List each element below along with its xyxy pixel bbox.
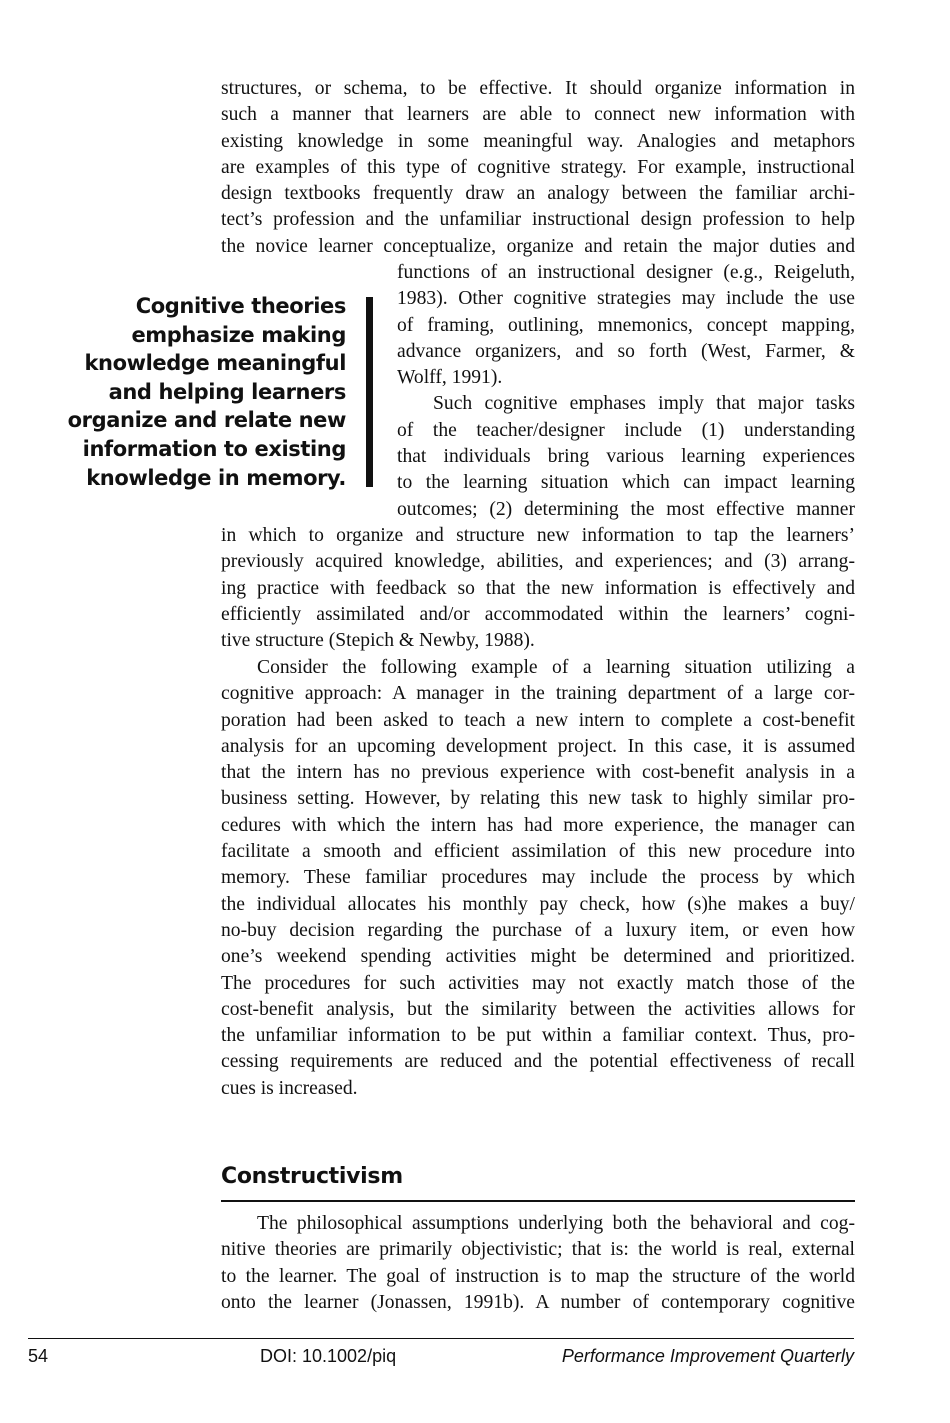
text-line: to the learner. The goal of instruction is to map the structure of the world bbox=[221, 1265, 855, 1287]
text-line: of the teacher/designer include (1) understanding bbox=[397, 419, 855, 441]
pull-quote-line: knowledge in memory. bbox=[86, 465, 346, 490]
text-line: 1983). Other cognitive strategies may include the use bbox=[397, 288, 855, 310]
body-paragraph-after bbox=[221, 523, 855, 654]
text-line: nitive theories are primarily objectivistic; that is: the world is real, external bbox=[221, 1239, 855, 1261]
text-line: of framing, outlining, mnemonics, concept mapping, bbox=[397, 314, 855, 336]
text-line: facilitate a smooth and efficient assimilation of this new procedure into bbox=[221, 841, 855, 863]
pull-quote-bar bbox=[366, 297, 373, 487]
text-line: cost-benefit analysis, but the similarity between the activities allows for bbox=[221, 998, 855, 1020]
doi-link[interactable]: DOI: 10.1002/piq bbox=[260, 1346, 397, 1366]
text-line: are examples of this type of cognitive strategy. For example, instructional bbox=[221, 156, 855, 178]
body-paragraph-example bbox=[221, 655, 855, 1102]
text-line: to the learning situation which can impact learning bbox=[397, 472, 855, 494]
pull-quote-line: information to existing bbox=[82, 436, 346, 461]
pull-quote-line: and helping learners bbox=[108, 379, 346, 404]
text-line: outcomes; (2) determining the most effective manner bbox=[397, 498, 855, 520]
text-line: tive structure (Stepich & Newby, 1988). bbox=[221, 630, 535, 652]
pull-quote-line: knowledge meaningful bbox=[84, 351, 346, 376]
text-line: business setting. However, by relating this new task to highly similar pro- bbox=[221, 788, 855, 810]
body-paragraph-wrap bbox=[397, 260, 855, 523]
text-line: the unfamiliar information to be put within a familiar context. Thus, pro- bbox=[221, 1025, 855, 1047]
text-line: cues is increased. bbox=[221, 1077, 358, 1099]
text-line: the novice learner conceptualize, organize and retain the major duties and bbox=[221, 235, 855, 257]
text-line: previously acquired knowledge, abilities, and experiences; and (3) arrang- bbox=[221, 551, 855, 573]
text-line: such a manner that learners are able to connect new information with bbox=[221, 104, 855, 126]
text-line: ing practice with feedback so that the new information is effectively and bbox=[221, 577, 855, 599]
text-line: efficiently assimilated and/or accommodated within the learners’ cogni- bbox=[221, 603, 855, 625]
pull-quote-line: emphasize making bbox=[131, 322, 346, 347]
text-line: cessing requirements are reduced and the potential effectiveness of recall bbox=[221, 1051, 855, 1073]
text-line: that the intern has no previous experience with cost-benefit analysis in a bbox=[221, 762, 855, 784]
text-line: no-buy decision regarding the purchase of a luxury item, or even how bbox=[221, 919, 855, 941]
text-line: cedures with which the intern has had more experience, the manager can bbox=[221, 814, 855, 836]
text-line: tect’s profession and the unfamiliar instructional design profession to help bbox=[221, 209, 855, 231]
text-line: analysis for an upcoming development project. In this case, it is assumed bbox=[221, 735, 855, 757]
text-line: Consider the following example of a learning situation utilizing a bbox=[257, 657, 855, 678]
text-line: Such cognitive emphases imply that major tasks bbox=[433, 393, 855, 415]
text-line: in which to organize and structure new information to tap the learners’ bbox=[221, 525, 855, 546]
pull-quote-line: Cognitive theories bbox=[135, 294, 346, 318]
text-line: structures, or schema, to be effective. It should organize information in bbox=[221, 78, 855, 99]
pull-quote-line: organize and relate new bbox=[67, 408, 346, 433]
text-line: onto the learner (Jonassen, 1991b). A number of contemporary cognitive bbox=[221, 1291, 855, 1313]
body-paragraph-top bbox=[221, 76, 855, 260]
text-line: the individual allocates his monthly pay check, how (s)he makes a buy/ bbox=[221, 893, 855, 915]
page-number: 54 bbox=[28, 1346, 49, 1366]
text-line: that individuals bring various learning experiences bbox=[397, 446, 855, 468]
text-line: Wolff, 1991). bbox=[397, 367, 503, 389]
pull-quote bbox=[60, 292, 346, 492]
body-paragraph-constructivism bbox=[221, 1211, 855, 1316]
text-line: functions of an instructional designer (e.g., Reigeluth, bbox=[397, 262, 855, 283]
text-line: advance organizers, and so forth (West, Farmer, & bbox=[397, 340, 855, 362]
section-heading: Constructivism bbox=[221, 1164, 403, 1189]
text-line: one’s weekend spending activities might be determined and prioritized. bbox=[221, 946, 855, 968]
text-line: The procedures for such activities may not exactly match those of the bbox=[221, 972, 855, 994]
journal-name: Performance Improvement Quarterly bbox=[561, 1346, 854, 1366]
text-line: The philosophical assumptions underlying both the behavioral and cog- bbox=[257, 1213, 855, 1234]
footer-rule bbox=[28, 1338, 854, 1339]
text-line: memory. These familiar procedures may include the process by which bbox=[221, 867, 855, 889]
text-line: existing knowledge in some meaningful way. Analogies and metaphors bbox=[221, 130, 855, 152]
text-line: design textbooks frequently draw an analogy between the familiar archi- bbox=[221, 183, 855, 205]
text-line: poration had been asked to teach a new intern to complete a cost-benefit bbox=[221, 709, 855, 731]
heading-rule bbox=[221, 1200, 855, 1202]
text-line: cognitive approach: A manager in the training department of a large cor- bbox=[221, 683, 855, 705]
